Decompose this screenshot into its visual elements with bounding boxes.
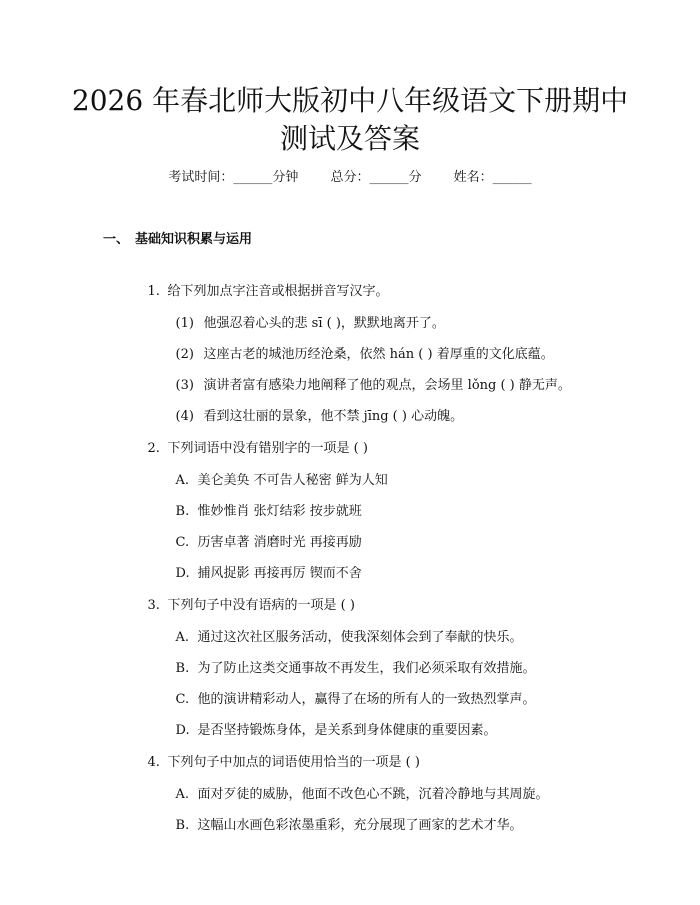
document-title-line1: 2026 年春北师大版初中八年级语文下册期中 [71,84,629,117]
option-text: 历害卓著 消磨时光 再接再励 [197,535,362,550]
section-title: 基础知识积累与运用 [135,232,253,247]
question-number: 4. [147,755,160,770]
question-stem: 下列句子中加点的词语使用恰当的一项是 ( ) [167,755,420,770]
option-label: A. [175,473,190,488]
question-number: 3. [147,598,160,613]
question-number: 2. [147,441,160,456]
sub-text: 看到这壮丽的景象，他不禁 jīng ( ) 心动魄。 [203,409,464,424]
exam-time-field: 考试时间：______分钟 [168,170,299,185]
option-label: B. [175,504,190,519]
option-text: 捕风捉影 再接再厉 锲而不舍 [197,566,362,581]
option-text: 惟妙惟肖 张灯结彩 按步就班 [197,504,362,519]
question-number: 1. [147,284,160,299]
question-4-option-b [159,796,523,856]
student-name-field: 姓名：______ [453,170,532,185]
sub-number: (4) [175,409,194,424]
option-label: A. [175,630,190,645]
sub-number: (2) [175,347,194,362]
option-text: 是否坚持锻炼身体，是关系到身体健康的重要因素。 [197,723,497,738]
sub-number: (3) [175,378,194,393]
option-text: 通过这次社区服务活动，使我深刻体会到了奉献的快乐。 [197,630,523,645]
option-label: D. [175,566,190,581]
question-stem: 给下列加点字注音或根据拼音写汉字。 [167,284,389,299]
option-text: 这幅山水画色彩浓墨重彩，充分展现了画家的艺术才华。 [197,818,523,833]
section-heading [103,230,252,250]
option-text: 面对歹徒的威胁，他面不改色心不跳，沉着冷静地与其周旋。 [197,787,549,802]
question-stem: 下列句子中没有语病的一项是 ( ) [167,598,355,613]
sub-text: 演讲者富有感染力地阐释了他的观点，会场里 lǒng ( ) 静无声。 [203,378,571,393]
section-number: 一、 [103,232,130,247]
option-label: B. [175,661,190,676]
sub-text: 他强忍着心头的悲 sī ( )，默默地离开了。 [203,316,445,331]
question-stem: 下列词语中没有错别字的一项是 ( ) [167,441,368,456]
option-label: D. [175,723,190,738]
option-text: 为了防止这类交通事故不再发生，我们必须采取有效措施。 [197,661,536,676]
option-label: C. [175,535,190,550]
option-label: C. [175,692,190,707]
sub-number: (1) [175,316,194,331]
option-text: 美仑美奂 不可告人秘密 鲜为人知 [197,473,388,488]
document-title-line2: 测试及答案 [279,122,420,155]
exam-info-bar [0,168,700,188]
option-label: A. [175,787,190,802]
total-score-field: 总分：______分 [330,170,422,185]
option-text: 他的演讲精彩动人，赢得了在场的所有人的一致热烈掌声。 [197,692,536,707]
sub-text: 这座古老的城池历经沧桑，依然 hán ( ) 着厚重的文化底蕴。 [203,347,554,362]
option-label: B. [175,818,190,833]
